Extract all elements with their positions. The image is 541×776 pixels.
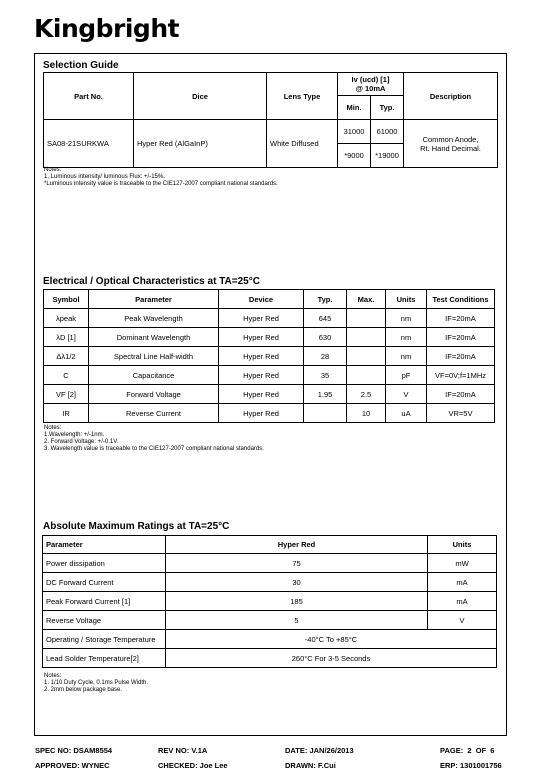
cell-parameter: Peak Wavelength <box>89 309 219 328</box>
header-iv <box>338 73 404 96</box>
header-units: Units <box>428 536 497 554</box>
cell-max <box>347 366 386 385</box>
cell-typ: 645 <box>304 309 347 328</box>
header-part-no: Part No. <box>44 73 134 120</box>
cell-device: Hyper Red <box>219 404 304 423</box>
table-row <box>44 347 495 366</box>
cell-device: Hyper Red <box>219 328 304 347</box>
footer-rev-no: REV NO: V.1A <box>158 746 208 755</box>
cell-units: nm <box>386 328 427 347</box>
header-dice: Dice <box>134 73 267 120</box>
cell-symbol: IR <box>44 404 89 423</box>
cell-value: 185 <box>166 592 428 611</box>
cell-units: pF <box>386 366 427 385</box>
absolute-table <box>42 535 497 668</box>
cell-test-conditions: IF=20mA <box>427 385 495 404</box>
table-row <box>44 328 495 347</box>
header-min: Min. <box>338 96 371 120</box>
cell-value: 5 <box>166 611 428 630</box>
cell-parameter: Forward Voltage <box>89 385 219 404</box>
cell-parameter: Peak Forward Current [1] <box>43 592 166 611</box>
cell-typ-2: *19000 <box>371 144 404 168</box>
cell-units: V <box>386 385 427 404</box>
cell-lens-type: White Diffused <box>267 120 338 168</box>
absolute-title: Absolute Maximum Ratings at TA=25°C <box>43 521 230 532</box>
cell-parameter: Power dissipation <box>43 554 166 573</box>
note-line: 1.Wavelength: +/-1nm. <box>44 432 105 438</box>
cell-max: 2.5 <box>347 385 386 404</box>
cell-units: mA <box>428 573 497 592</box>
cell-device: Hyper Red <box>219 366 304 385</box>
description-line-2: Rt. Hand Decimal. <box>420 143 481 153</box>
note-line: 2. Forward Voltage: +/-0.1V. <box>44 439 119 445</box>
footer-page: PAGE: 2 OF 6 <box>440 746 495 755</box>
note-line: 2. 2mm below package base. <box>44 687 123 693</box>
note-line: 1. Luminous intensity/ luminous Flux: +/-15%. <box>44 174 165 180</box>
cell-parameter: Dominant Wavelength <box>89 328 219 347</box>
cell-typ: 630 <box>304 328 347 347</box>
table-row <box>44 366 495 385</box>
cell-parameter: Operating / Storage Temperature <box>43 630 166 649</box>
footer-approved: APPROVED: WYNEC <box>35 761 110 770</box>
header-description: Description <box>404 73 498 120</box>
cell-part-no: SA08-21SURKWA <box>44 120 134 168</box>
header-parameter: Parameter <box>43 536 166 554</box>
cell-typ: 1.95 <box>304 385 347 404</box>
cell-value: 30 <box>166 573 428 592</box>
cell-device: Hyper Red <box>219 385 304 404</box>
cell-min-2: *9000 <box>338 144 371 168</box>
absolute-notes <box>44 673 148 694</box>
cell-test-conditions: IF=20mA <box>427 347 495 366</box>
header-iv-cond: @ 10mA <box>355 84 386 93</box>
cell-max: 10 <box>347 404 386 423</box>
cell-max <box>347 328 386 347</box>
cell-parameter: Reverse Voltage <box>43 611 166 630</box>
cell-symbol: λD [1] <box>44 328 89 347</box>
note-line: 1. 1/10 Duty Cycle, 0.1ms Pulse Width. <box>44 680 149 686</box>
cell-parameter: Reverse Current <box>89 404 219 423</box>
header-hyper-red: Hyper Red <box>166 536 428 554</box>
cell-parameter: DC Forward Current <box>43 573 166 592</box>
cell-parameter: Lead Solder Temperature[2] <box>43 649 166 668</box>
cell-units: nm <box>386 309 427 328</box>
footer-drawn: DRAWN: F.Cui <box>285 761 336 770</box>
header-units: Units <box>386 290 427 309</box>
table-row <box>44 404 495 423</box>
cell-min-1: 31000 <box>338 120 371 144</box>
cell-max <box>347 347 386 366</box>
cell-typ: 35 <box>304 366 347 385</box>
cell-value: 75 <box>166 554 428 573</box>
header-iv-label: Iv (ucd) [1] <box>351 75 390 84</box>
note-line: Notes: <box>44 425 62 431</box>
electrical-title: Electrical / Optical Characteristics at TA=25°C <box>43 276 260 287</box>
header-parameter: Parameter <box>89 290 219 309</box>
header-max: Max. <box>347 290 386 309</box>
description-line-1: Common Anode, <box>422 134 479 144</box>
electrical-notes <box>44 425 264 453</box>
cell-symbol: C <box>44 366 89 385</box>
note-line: *Luminous intensity value is traceable to the CIE127-2007 compliant national standards. <box>44 181 278 187</box>
cell-units: nm <box>386 347 427 366</box>
cell-description <box>404 120 498 168</box>
cell-test-conditions: IF=20mA <box>427 328 495 347</box>
cell-test-conditions: IF=20mA <box>427 309 495 328</box>
cell-symbol: λpeak <box>44 309 89 328</box>
cell-parameter: Spectral Line Half-width <box>89 347 219 366</box>
cell-max <box>347 309 386 328</box>
cell-dice: Hyper Red (AlGaInP) <box>134 120 267 168</box>
footer-checked: CHECKED: Joe Lee <box>158 761 228 770</box>
note-line: Notes: <box>44 167 62 173</box>
header-device: Device <box>219 290 304 309</box>
selection-guide-table <box>43 72 498 168</box>
table-row <box>43 554 497 573</box>
cell-typ: 28 <box>304 347 347 366</box>
table-row <box>43 592 497 611</box>
header-typ: Typ. <box>304 290 347 309</box>
cell-test-conditions: VF=0V;f=1MHz <box>427 366 495 385</box>
cell-typ-1: 61000 <box>371 120 404 144</box>
electrical-table <box>43 289 495 423</box>
selection-notes <box>44 167 278 188</box>
table-row <box>43 573 497 592</box>
table-row <box>43 611 497 630</box>
header-lens-type: Lens Type <box>267 73 338 120</box>
cell-parameter: Capacitance <box>89 366 219 385</box>
cell-value: 260°C For 3-5 Seconds <box>166 649 497 668</box>
note-line: 3. Wavelength value is traceable to the CIE127-2007 compliant national standards. <box>44 446 264 452</box>
table-row <box>43 649 497 668</box>
cell-device: Hyper Red <box>219 309 304 328</box>
table-row <box>43 630 497 649</box>
table-row <box>44 309 495 328</box>
header-typ: Typ. <box>371 96 404 120</box>
footer-spec-no: SPEC NO: DSAM8554 <box>35 746 113 755</box>
brand-logo: Kingbright <box>34 14 180 43</box>
header-test-conditions: Test Conditions <box>427 290 495 309</box>
cell-units: mA <box>428 592 497 611</box>
cell-units: mW <box>428 554 497 573</box>
cell-test-conditions: VR=5V <box>427 404 495 423</box>
cell-device: Hyper Red <box>219 347 304 366</box>
table-row <box>44 385 495 404</box>
cell-symbol: VF [2] <box>44 385 89 404</box>
note-line: Notes: <box>44 673 62 679</box>
cell-units: V <box>428 611 497 630</box>
header-symbol: Symbol <box>44 290 89 309</box>
footer-date: DATE: JAN/26/2013 <box>285 746 354 755</box>
cell-value: -40°C To +85°C <box>166 630 497 649</box>
cell-symbol: Δλ1/2 <box>44 347 89 366</box>
cell-typ <box>304 404 347 423</box>
cell-units: uA <box>386 404 427 423</box>
selection-guide-title: Selection Guide <box>43 60 119 71</box>
footer-erp: ERP: 1301001756 <box>440 761 502 770</box>
